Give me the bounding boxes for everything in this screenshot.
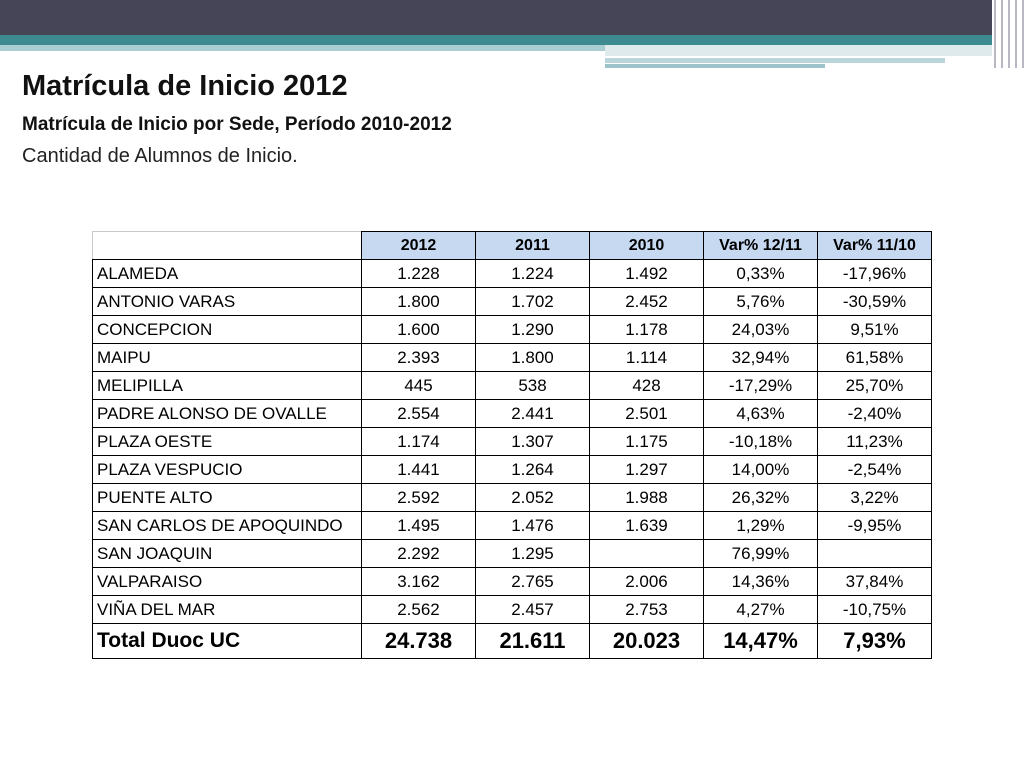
cell-v2012: 445: [362, 372, 476, 400]
header-var-11-10: Var% 11/10: [818, 232, 932, 260]
sede-name: VIÑA DEL MAR: [93, 596, 362, 624]
cell-var1110: -17,96%: [818, 260, 932, 288]
table-body: [93, 260, 932, 659]
slide-title: Matrícula de Inicio 2012: [22, 70, 348, 102]
cell-v2010: 2.501: [590, 400, 704, 428]
cell-v2011: 1.307: [476, 428, 590, 456]
sede-name: PUENTE ALTO: [93, 484, 362, 512]
cell-var1211: 4,27%: [704, 596, 818, 624]
table-header-row: [93, 232, 932, 260]
header-var-12-11: Var% 12/11: [704, 232, 818, 260]
table-row: [93, 260, 932, 288]
table-row: [93, 344, 932, 372]
cell-v2012: 2.554: [362, 400, 476, 428]
cell-v2012: 1.174: [362, 428, 476, 456]
header-2012: 2012: [362, 232, 476, 260]
header-stripe-3: [605, 64, 825, 68]
sede-name: VALPARAISO: [93, 568, 362, 596]
sede-name: PLAZA OESTE: [93, 428, 362, 456]
table-row: [93, 568, 932, 596]
cell-var1110: 9,51%: [818, 316, 932, 344]
cell-v2012: 2.393: [362, 344, 476, 372]
header-2010: 2010: [590, 232, 704, 260]
cell-v2010: 1.178: [590, 316, 704, 344]
cell-var1110: 3,22%: [818, 484, 932, 512]
cell-v2011: 1.264: [476, 456, 590, 484]
cell-v2012: 2.592: [362, 484, 476, 512]
cell-v2011: 1.800: [476, 344, 590, 372]
header-stripe-1: [605, 45, 1024, 56]
cell-var1110: 11,23%: [818, 428, 932, 456]
cell-v2011: 2.765: [476, 568, 590, 596]
cell-v2012: 1.800: [362, 288, 476, 316]
cell-var1110: -2,54%: [818, 456, 932, 484]
header-bar-dark: [0, 0, 1024, 35]
cell-v2011: 21.611: [476, 624, 590, 659]
cell-v2011: 1.290: [476, 316, 590, 344]
cell-var1211: 76,99%: [704, 540, 818, 568]
sede-name: SAN JOAQUIN: [93, 540, 362, 568]
slide-subtitle: Matrícula de Inicio por Sede, Período 2010-2012: [22, 114, 452, 135]
cell-v2011: 1.295: [476, 540, 590, 568]
cell-v2012: 3.162: [362, 568, 476, 596]
table-row: [93, 512, 932, 540]
sede-name: MAIPU: [93, 344, 362, 372]
enrollment-table: [92, 231, 932, 659]
sede-name: PLAZA VESPUCIO: [93, 456, 362, 484]
cell-var1110: -2,40%: [818, 400, 932, 428]
table-row: [93, 400, 932, 428]
header-vertical-lines: [992, 0, 1024, 68]
sede-name: ALAMEDA: [93, 260, 362, 288]
header-bar-teal: [0, 35, 1024, 45]
cell-var1110: -9,95%: [818, 512, 932, 540]
cell-v2010: 20.023: [590, 624, 704, 659]
cell-v2010: [590, 540, 704, 568]
cell-var1211: 4,63%: [704, 400, 818, 428]
table-row: [93, 456, 932, 484]
sede-name: PADRE ALONSO DE OVALLE: [93, 400, 362, 428]
cell-v2011: 1.702: [476, 288, 590, 316]
cell-v2010: 2.452: [590, 288, 704, 316]
cell-var1110: 7,93%: [818, 624, 932, 659]
table-row: [93, 288, 932, 316]
cell-v2010: 1.114: [590, 344, 704, 372]
cell-v2011: 2.457: [476, 596, 590, 624]
cell-v2010: 1.988: [590, 484, 704, 512]
cell-v2011: 538: [476, 372, 590, 400]
header-bar-light: [0, 45, 605, 51]
slide-description: Cantidad de Alumnos de Inicio.: [22, 145, 298, 167]
cell-v2012: 1.441: [362, 456, 476, 484]
cell-v2010: 1.639: [590, 512, 704, 540]
total-row: [93, 624, 932, 659]
cell-v2010: 2.006: [590, 568, 704, 596]
cell-var1211: 26,32%: [704, 484, 818, 512]
cell-var1211: -17,29%: [704, 372, 818, 400]
sede-name: ANTONIO VARAS: [93, 288, 362, 316]
cell-v2011: 1.476: [476, 512, 590, 540]
cell-v2012: 2.292: [362, 540, 476, 568]
cell-var1110: 37,84%: [818, 568, 932, 596]
header-stripe-2: [605, 58, 945, 63]
sede-name: SAN CARLOS DE APOQUINDO: [93, 512, 362, 540]
total-label: Total Duoc UC: [93, 624, 362, 659]
cell-var1110: -30,59%: [818, 288, 932, 316]
cell-v2011: 1.224: [476, 260, 590, 288]
cell-v2012: 24.738: [362, 624, 476, 659]
cell-v2012: 1.228: [362, 260, 476, 288]
cell-var1110: 25,70%: [818, 372, 932, 400]
cell-var1211: 1,29%: [704, 512, 818, 540]
table-row: [93, 316, 932, 344]
cell-v2010: 1.492: [590, 260, 704, 288]
sede-name: MELIPILLA: [93, 372, 362, 400]
cell-var1211: 14,36%: [704, 568, 818, 596]
cell-var1211: 5,76%: [704, 288, 818, 316]
cell-v2010: 2.753: [590, 596, 704, 624]
cell-var1211: 0,33%: [704, 260, 818, 288]
cell-var1110: [818, 540, 932, 568]
header-2011: 2011: [476, 232, 590, 260]
table-row: [93, 372, 932, 400]
cell-var1211: 24,03%: [704, 316, 818, 344]
cell-v2011: 2.441: [476, 400, 590, 428]
table-row: [93, 428, 932, 456]
cell-var1110: 61,58%: [818, 344, 932, 372]
cell-v2010: 1.175: [590, 428, 704, 456]
cell-var1211: -10,18%: [704, 428, 818, 456]
cell-v2011: 2.052: [476, 484, 590, 512]
header-blank-cell: [93, 232, 362, 260]
sede-name: CONCEPCION: [93, 316, 362, 344]
cell-v2010: 428: [590, 372, 704, 400]
cell-v2012: 1.600: [362, 316, 476, 344]
table-row: [93, 540, 932, 568]
cell-v2012: 2.562: [362, 596, 476, 624]
table-row: [93, 596, 932, 624]
table-row: [93, 484, 932, 512]
cell-var1211: 14,00%: [704, 456, 818, 484]
cell-v2010: 1.297: [590, 456, 704, 484]
cell-var1110: -10,75%: [818, 596, 932, 624]
cell-var1211: 14,47%: [704, 624, 818, 659]
cell-v2012: 1.495: [362, 512, 476, 540]
cell-var1211: 32,94%: [704, 344, 818, 372]
